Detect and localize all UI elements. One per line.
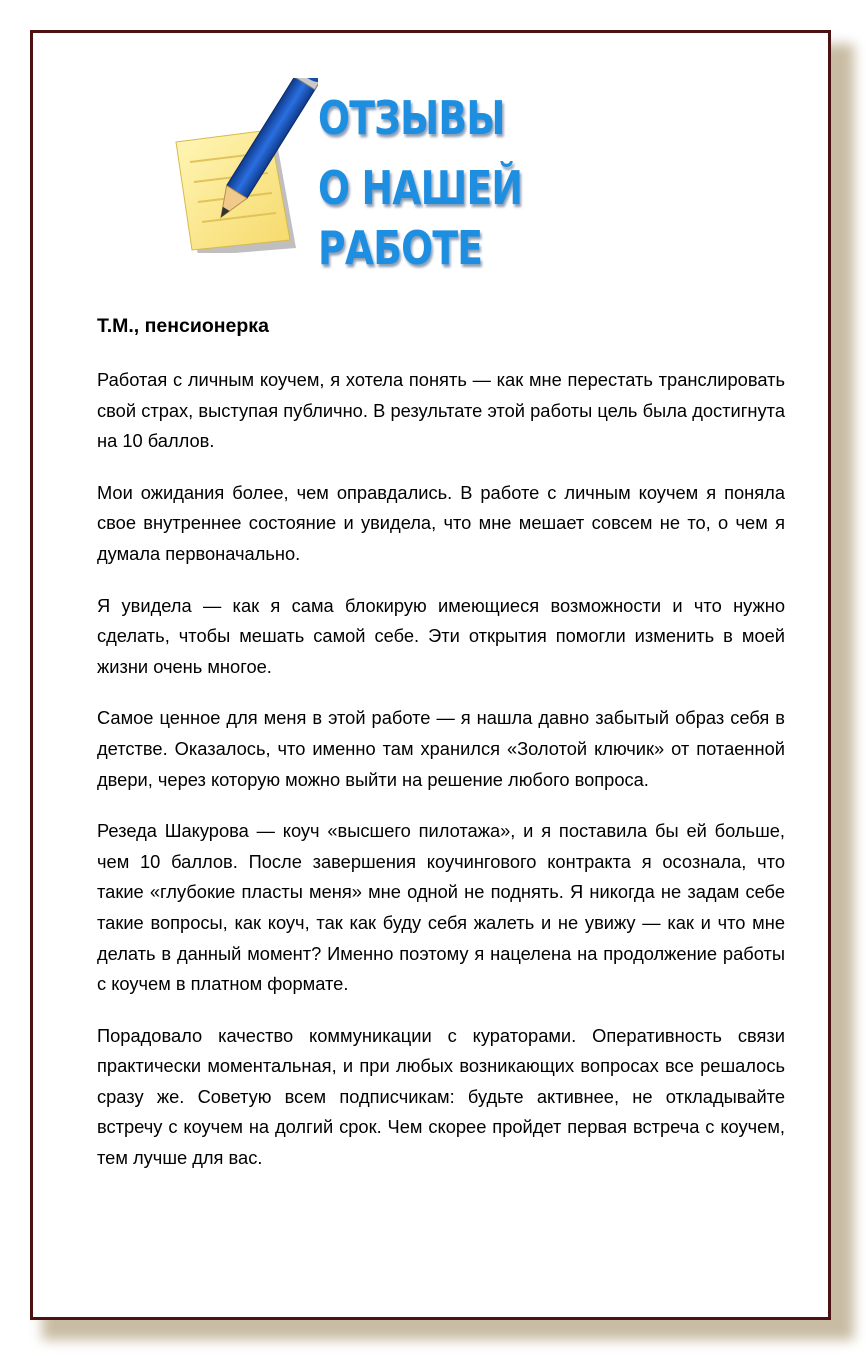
review-page — [30, 30, 831, 1320]
review-paragraph: Самое ценное для меня в этой работе — я нашла давно забытый образ себя в детстве. Оказалось, что именно там хранился «Золотой ключик» от потаенной двери, через которую можно выйти на решение любого вопроса. — [97, 707, 785, 790]
review-paragraph: Резеда Шакурова — коуч «высшего пилотажа», и я поставила бы ей больше, чем 10 баллов. После завершения коучингового контракта я осознала, что такие «глубокие пласты меня» мне одной не поднять. Я никогда не задам себе такие вопросы, как коуч, так как буду себя жалеть и не увижу — как и что мне делать в данный момент? Именно поэтому я нацелена на продолжение работы с коучем в платном формате. — [97, 820, 785, 995]
review-content — [97, 313, 785, 1195]
page-title — [318, 88, 738, 275]
notepad-pencil-icon — [168, 78, 318, 253]
title-line-2: О НАШЕЙ РАБОТЕ — [318, 161, 523, 275]
review-paragraph: Мои ожидания более, чем оправдались. В работе с личным коучем я поняла свое внутреннее состояние и увидела, что мне мешает совсем не то, о чем я думала первоначально. — [97, 481, 785, 564]
title-line-1: ОТЗЫВЫ — [318, 91, 505, 145]
review-paragraph: Работая с личным коучем, я хотела понять — как мне перестать транслировать свой страх, выступая публично. В результате этой работы цель была достигнута на 10 баллов. — [97, 369, 785, 452]
review-paragraph: Я увидела — как я сама блокирую имеющиеся возможности и что нужно сделать, чтобы мешать самой себе. Эти открытия помогли изменить в моей жизни очень многое. — [97, 594, 785, 677]
review-author: Т.М., пенсионерка — [97, 315, 269, 337]
review-paragraph: Порадовало качество коммуникации с кураторами. Оперативность связи практически моментальная, и при любых возникающих вопросах все решалось сразу же. Советую всем подписчикам: будьте активнее, не откладывайте встречу с коучем на долгий срок. Чем скорее пройдет первая встреча с коучем, тем лучше для вас. — [97, 1024, 785, 1169]
